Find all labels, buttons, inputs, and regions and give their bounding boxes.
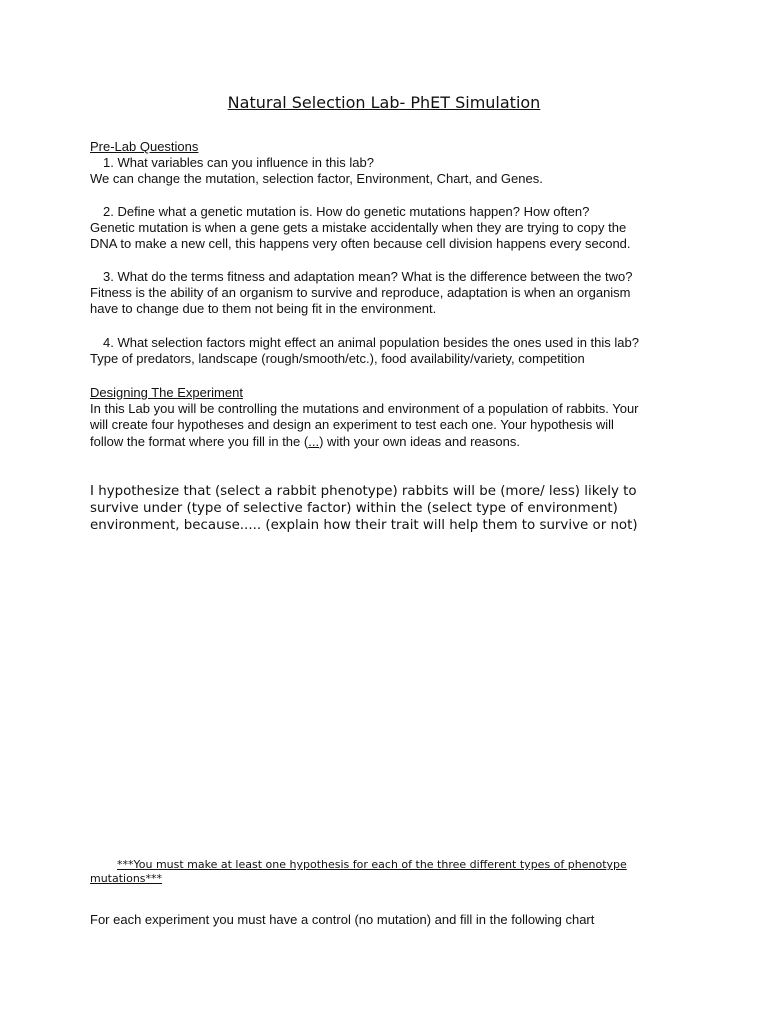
question-3-block [90,269,690,318]
hypothesis-template [90,483,690,534]
final-instruction: For each experiment you must have a control (no mutation) and fill in the following chart [90,912,595,927]
answer-4: Type of predators, landscape (rough/smooth/etc.), food availability/variety, competition [90,351,585,367]
design-line-3-after: ) with your own ideas and reasons. [319,433,520,449]
question-1: 1. What variables can you influence in this lab? [103,155,374,171]
answer-3-line-1: Fitness is the ability of an organism to survive and reproduce, adaptation is when an organism [90,285,631,301]
design-line-3-before: follow the format where you fill in the ( [90,433,309,449]
design-ellipsis: ... [308,433,320,449]
answer-2-line-2: DNA to make a new cell, this happens very often because cell division happens every second. [90,236,631,252]
question-3: 3. What do the terms fitness and adaptation mean? What is the difference between the two? [103,269,633,284]
prelab-section [90,139,690,188]
design-line-3 [90,434,690,450]
design-line-1: In this Lab you will be controlling the mutations and environment of a population of rabbits. Your [90,401,639,417]
note-line-1: ***You must make at least one hypothesis for each of the three different types of phenotype [117,858,627,871]
answer-3-line-2: have to change due to them not being fit in the environment. [90,301,437,317]
design-heading: Designing The Experiment [90,385,243,400]
design-line-2: will create four hypotheses and design an experiment to test each one. Your hypothesis will [90,417,614,433]
question-2: 2. Define what a genetic mutation is. How do genetic mutations happen? How often? [103,204,590,219]
document-title: Natural Selection Lab- PhET Simulation [227,93,541,112]
answer-1: We can change the mutation, selection factor, Environment, Chart, and Genes. [90,171,543,187]
question-2-block [90,204,690,253]
prelab-heading: Pre-Lab Questions [90,139,199,154]
question-4-block [90,335,690,367]
hypothesis-line-2: survive under (type of selective factor) within the (select type of environment) [90,501,618,516]
hypothesis-line-3: environment, because..... (explain how their trait will help them to survive or not) [90,518,638,533]
hypothesis-line-1: I hypothesize that (select a rabbit phenotype) rabbits will be (more/ less) likely to [90,484,637,499]
phenotype-note [90,858,690,886]
design-section [90,385,690,450]
question-4: 4. What selection factors might effect an animal population besides the ones used in this lab? [103,335,639,350]
note-line-2: mutations*** [90,872,163,885]
answer-2-line-1: Genetic mutation is when a gene gets a mistake accidentally when they are trying to copy the [90,220,627,236]
